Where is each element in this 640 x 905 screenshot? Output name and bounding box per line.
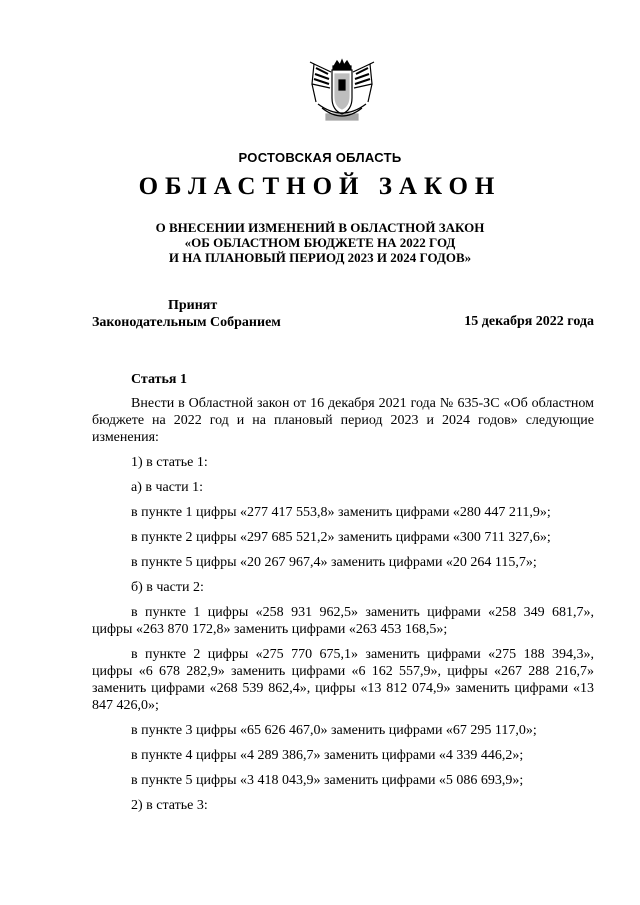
article-body bbox=[92, 395, 594, 822]
rostov-oblast-coat-of-arms-icon bbox=[304, 58, 380, 126]
subject-line: «ОБ ОБЛАСТНОМ БЮДЖЕТЕ НА 2022 ГОД bbox=[184, 235, 456, 250]
paragraph: 2) в статье 3: bbox=[131, 798, 208, 813]
paragraph: в пункте 2 цифры «275 770 675,1» заменить цифрами «275 188 394,3», цифры «6 678 282,9» заменить цифрами «6 162 557,9», цифры «267 288 216,7» заменить цифрами «268 539 862,4», цифры «13 812 074,9» заменить цифрами «13 847 426,0»; bbox=[92, 647, 594, 713]
paragraph: в пункте 1 цифры «258 931 962,5» заменить цифрами «258 349 681,7», цифры «263 870 172,8» заменить цифрами «263 453 168,5»; bbox=[92, 605, 594, 637]
adoption-date: 15 декабря 2022 года bbox=[464, 314, 594, 329]
paragraph: в пункте 4 цифры «4 289 386,7» заменить цифрами «4 339 446,2»; bbox=[131, 748, 524, 763]
paragraph: а) в части 1: bbox=[131, 480, 203, 495]
paragraph: в пункте 3 цифры «65 626 467,0» заменить цифрами «67 295 117,0»; bbox=[131, 723, 537, 738]
paragraph: в пункте 1 цифры «277 417 553,8» заменить цифрами «280 447 211,9»; bbox=[131, 505, 551, 520]
subject-line: О ВНЕСЕНИИ ИЗМЕНЕНИЙ В ОБЛАСТНОЙ ЗАКОН bbox=[155, 220, 485, 235]
document-type-title: ОБЛАСТНОЙ ЗАКОН bbox=[138, 173, 502, 200]
region-name: РОСТОВСКАЯ ОБЛАСТЬ bbox=[238, 150, 402, 165]
paragraph: Внести в Областной закон от 16 декабря 2021 года № 635-ЗС «Об областном бюджете на 2022 год и на плановый период 2023 и 2024 годов» следующие изменения: bbox=[92, 396, 594, 445]
paragraph: б) в части 2: bbox=[131, 580, 204, 595]
paragraph: 1) в статье 1: bbox=[131, 455, 208, 470]
law-subject bbox=[0, 220, 640, 265]
adoption-block bbox=[92, 297, 281, 331]
article-title: Статья 1 bbox=[131, 372, 187, 387]
subject-line: И НА ПЛАНОВЫЙ ПЕРИОД 2023 И 2024 ГОДОВ» bbox=[168, 250, 472, 265]
paragraph: в пункте 5 цифры «3 418 043,9» заменить цифрами «5 086 693,9»; bbox=[131, 773, 524, 788]
paragraph: в пункте 5 цифры «20 267 967,4» заменить цифрами «20 264 115,7»; bbox=[131, 555, 537, 570]
paragraph: в пункте 2 цифры «297 685 521,2» заменить цифрами «300 711 327,6»; bbox=[131, 530, 551, 545]
adopted-label: Принят bbox=[168, 298, 218, 313]
adopting-body: Законодательным Собранием bbox=[92, 315, 281, 330]
